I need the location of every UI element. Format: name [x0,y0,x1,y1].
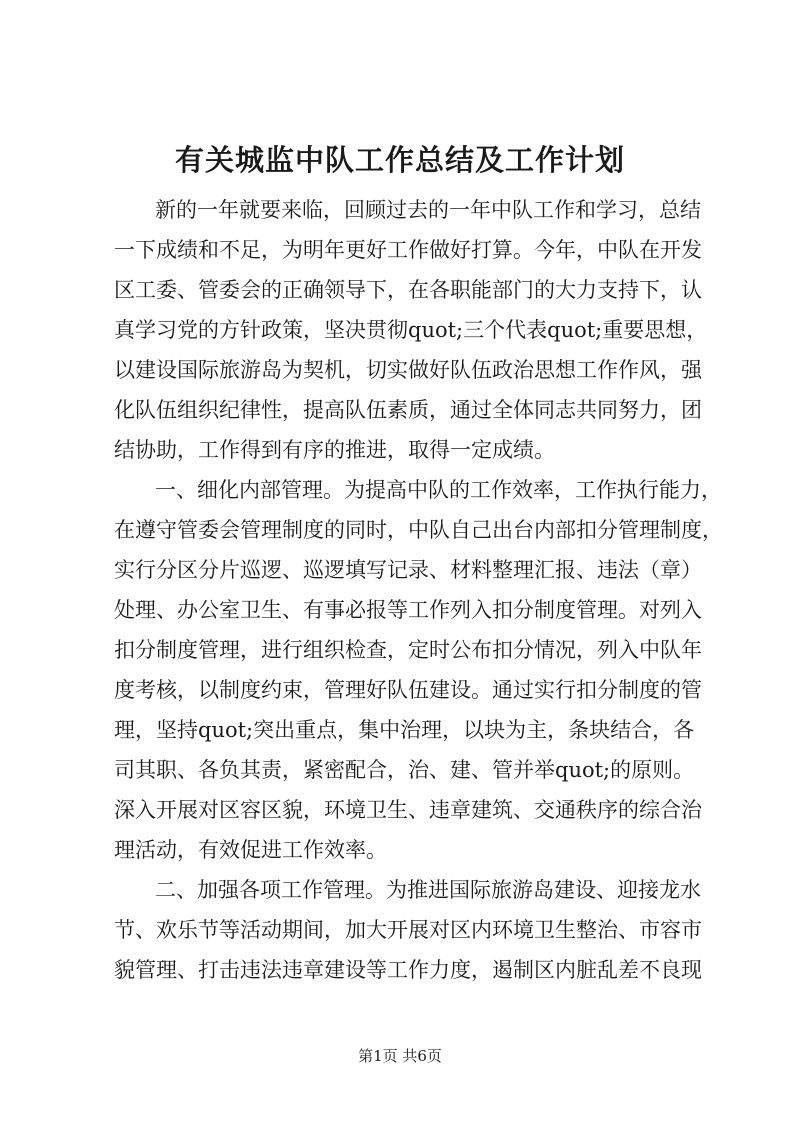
body-line: 在遵守管委会管理制度的同时，中队自己出台内部扣分管理制度， [114,518,723,542]
body-line: 区工委、管委会的正确领导下，在各职能部门的大力支持下，认 [114,278,702,302]
body-line: 化队伍组织纪律性，提高队伍素质，通过全体同志共同努力，团 [114,398,702,422]
body-line: 司其职、各负其责，紧密配合，治、建、管并举quot;的原则。 [114,758,695,782]
body-line: 以建设国际旅游岛为契机，切实做好队伍政治思想工作作风，强 [114,358,702,382]
body-line: 扣分制度管理，进行组织检查，定时公布扣分情况，列入中队年 [114,638,702,662]
body-line: 深入开展对区容区貌，环境卫生、违章建筑、交通秩序的综合治 [114,798,702,822]
body-line: 理，坚持quot;突出重点，集中治理，以块为主，条块结合，各 [114,718,695,742]
body-line: 一、细化内部管理。为提高中队的工作效率，工作执行能力， [155,478,722,502]
document-title: 有关城监中队工作总结及工作计划 [174,143,625,177]
body-line: 二、加强各项工作管理。为推进国际旅游岛建设、迎接龙水 [155,878,701,902]
body-line: 真学习党的方针政策，坚决贯彻quot;三个代表quot;重要思想， [114,318,708,342]
body-line: 一下成绩和不足，为明年更好工作做好打算。今年，中队在开发 [114,238,702,262]
body-line: 处理、办公室卫生、有事必报等工作列入扣分制度管理。对列入 [114,598,702,622]
body-line: 貌管理、打击违法违章建设等工作力度，遏制区内脏乱差不良现 [114,958,702,982]
body-line: 度考核，以制度约束，管理好队伍建设。通过实行扣分制度的管 [114,678,702,702]
body-line: 结协助，工作得到有序的推进，取得一定成绩。 [114,438,555,462]
body-line: 节、欢乐节等活动期间，加大开展对区内环境卫生整治、市容市 [114,918,702,942]
body-line: 实行分区分片巡逻、巡逻填写记录、材料整理汇报、违法（章） [114,558,702,582]
body-line: 理活动，有效促进工作效率。 [114,838,387,862]
body-line: 新的一年就要来临，回顾过去的一年中队工作和学习，总结 [155,198,701,222]
page-number: 第1页 共6页 [358,1047,442,1065]
